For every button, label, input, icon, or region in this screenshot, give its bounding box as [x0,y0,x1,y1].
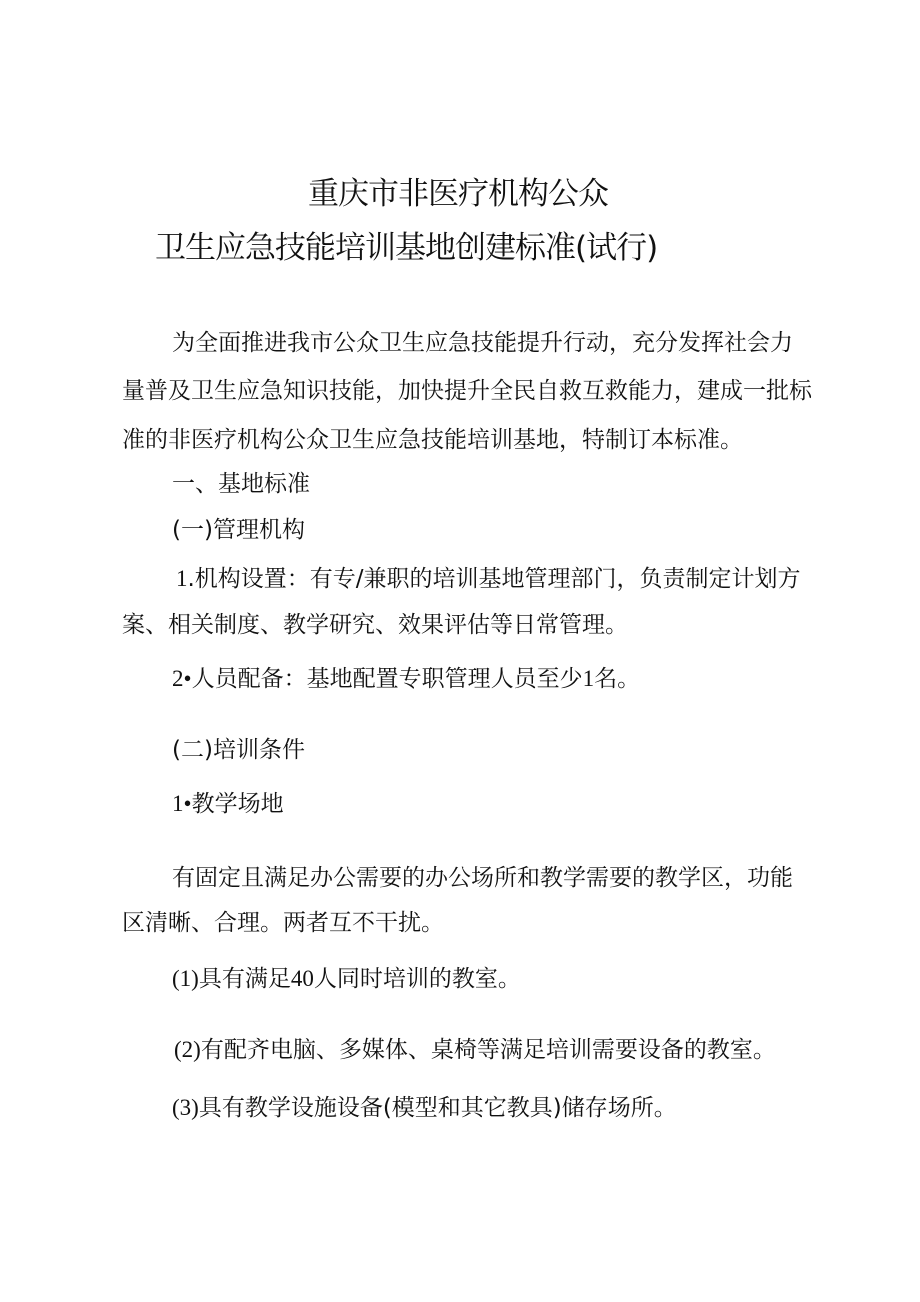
item2-number: 2• [172,666,192,691]
item2-count: 1 [582,666,595,691]
sub-item1-count: 40 [290,966,314,991]
item3-line [172,788,284,820]
item3-number: 1• [172,791,192,816]
sub1-heading: (一)管理机构 [172,517,305,543]
intro-line2: 量普及卫生应急知识技能，加快提升全民自救互救能力，建成一批标 [122,378,812,404]
sub-item3-number: (3) [172,1095,199,1120]
item1-number: 1 [176,566,188,591]
sub-item2-number: (2) [174,1037,201,1062]
item1-text: .机构设置：有专/兼职的培训基地管理部门，负责制定计划方 [187,566,801,592]
item2-line [172,663,640,695]
item2-text-a: 人员配备：基地配置专职管理人员至少 [191,666,583,692]
para2-line1: 有固定且满足办公需要的办公场所和教学需要的教学区，功能 [172,865,793,891]
sub-item3-text: 具有教学设施设备(模型和其它教具)储存场所。 [198,1095,677,1121]
sub-item1-text-a: 具有满足 [198,966,291,992]
item3-text: 教学场地 [191,791,284,817]
intro-line3: 准的非医疗机构公众卫生应急技能培训基地，特制订本标准。 [122,427,743,453]
document-title-line2: 卫生应急技能培训基地创建标准(试行) [155,230,658,266]
sub-item1-line [172,963,521,995]
document-title-line1: 重庆市非医疗机构公众 [308,176,608,212]
para2-line2: 区清晰、合理。两者互不干扰。 [122,910,444,936]
item2-text-b: 名。 [594,666,641,692]
sub-item2-text: 有配齐电脑、多媒体、桌椅等满足培训需要设备的教室。 [200,1037,776,1063]
item1-line2: 案、相关制度、教学研究、效果评估等日常管理。 [122,612,628,638]
item1-line1 [176,563,801,595]
sub-item3-line [172,1092,677,1124]
sub-item2-line [174,1034,776,1066]
section1-heading: 一、基地标准 [172,471,310,497]
sub-item1-text-b: 人同时培训的教室。 [313,966,521,992]
sub2-heading: (二)培训条件 [172,737,305,763]
intro-line1: 为全面推进我市公众卫生应急技能提升行动，充分发挥社会力 [172,330,793,356]
sub-item1-number: (1) [172,966,199,991]
